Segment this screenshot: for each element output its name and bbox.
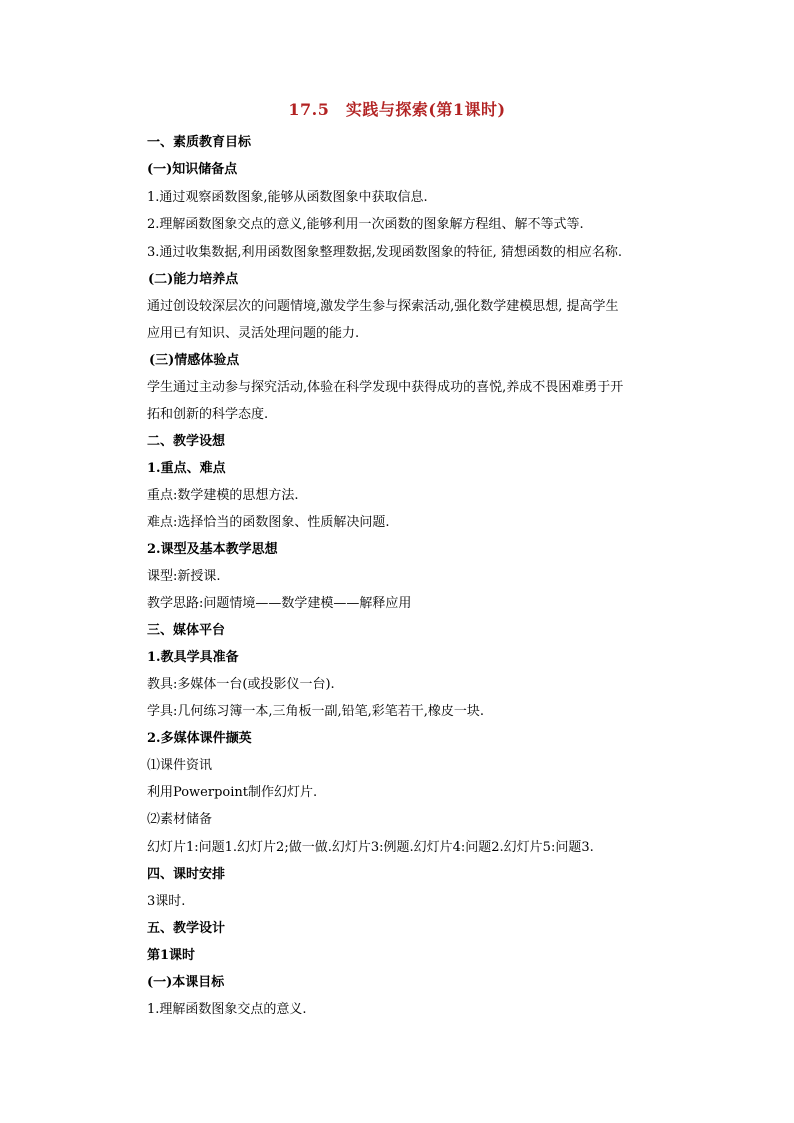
body-text-line: 3课时. xyxy=(147,894,186,909)
body-text-line: 应用已有知识、灵活处理问题的能力. xyxy=(147,326,360,341)
section-heading: (三)情感体验点 xyxy=(149,353,240,368)
body-text-line: 通过创设较深层次的问题情境,激发学生参与探索活动,强化数学建模思想, 提高学生 xyxy=(147,299,619,314)
section-heading: 一、素质教育目标 xyxy=(147,135,252,150)
section-heading: 三、媒体平台 xyxy=(147,623,226,638)
section-heading: (一)知识储备点 xyxy=(147,162,238,177)
body-text-line: 1.理解函数图象交点的意义. xyxy=(147,1002,307,1017)
body-text-line: 拓和创新的科学态度. xyxy=(147,407,269,422)
section-heading: 2.多媒体课件撷英 xyxy=(147,731,252,746)
body-text-line: 学具:几何练习簿一本,三角板一副,铅笔,彩笔若干,橡皮一块. xyxy=(147,704,485,719)
body-text-line: 2.理解函数图象交点的意义,能够利用一次函数的图象解方程组、解不等式等. xyxy=(147,217,584,232)
page-title: 17.5 实践与探索(第1课时) xyxy=(288,100,506,119)
section-heading: 2.课型及基本教学思想 xyxy=(147,542,278,557)
body-text-line: ⑴课件资讯 xyxy=(147,758,213,773)
body-text-line: 学生通过主动参与探究活动,体验在科学发现中获得成功的喜悦,养成不畏困难勇于开 xyxy=(147,380,624,395)
body-text-line: 教具:多媒体一台(或投影仪一台). xyxy=(147,677,335,692)
body-text-line: 3.通过收集数据,利用函数图象整理数据,发现函数图象的特征, 猜想函数的相应名称. xyxy=(147,245,623,260)
section-heading: 五、教学设计 xyxy=(147,921,226,936)
section-heading: 1.重点、难点 xyxy=(147,461,226,476)
section-heading: 二、教学设想 xyxy=(147,434,226,449)
section-heading: (一)本课目标 xyxy=(147,975,225,990)
body-text-line: ⑵素材储备 xyxy=(147,812,213,827)
section-heading: (二)能力培养点 xyxy=(148,272,239,287)
section-heading: 第1课时 xyxy=(147,948,196,963)
body-text-line: 幻灯片1:问题1.幻灯片2;做一做.幻灯片3:例题.幻灯片4:问题2.幻灯片5:问题3. xyxy=(147,840,594,855)
body-text-line: 难点:选择恰当的函数图象、性质解决问题. xyxy=(147,515,390,530)
section-heading: 四、课时安排 xyxy=(147,867,226,882)
body-text-line: 重点:数学建模的思想方法. xyxy=(147,488,299,503)
body-text-line: 教学思路:问题情境——数学建模——解释应用 xyxy=(147,596,412,611)
body-text-line: 利用Powerpoint制作幻灯片. xyxy=(147,785,318,800)
section-heading: 1.教具学具准备 xyxy=(147,650,239,665)
body-text-line: 1.通过观察函数图象,能够从函数图象中获取信息. xyxy=(147,190,428,205)
body-text-line: 课型:新授课. xyxy=(147,569,221,584)
